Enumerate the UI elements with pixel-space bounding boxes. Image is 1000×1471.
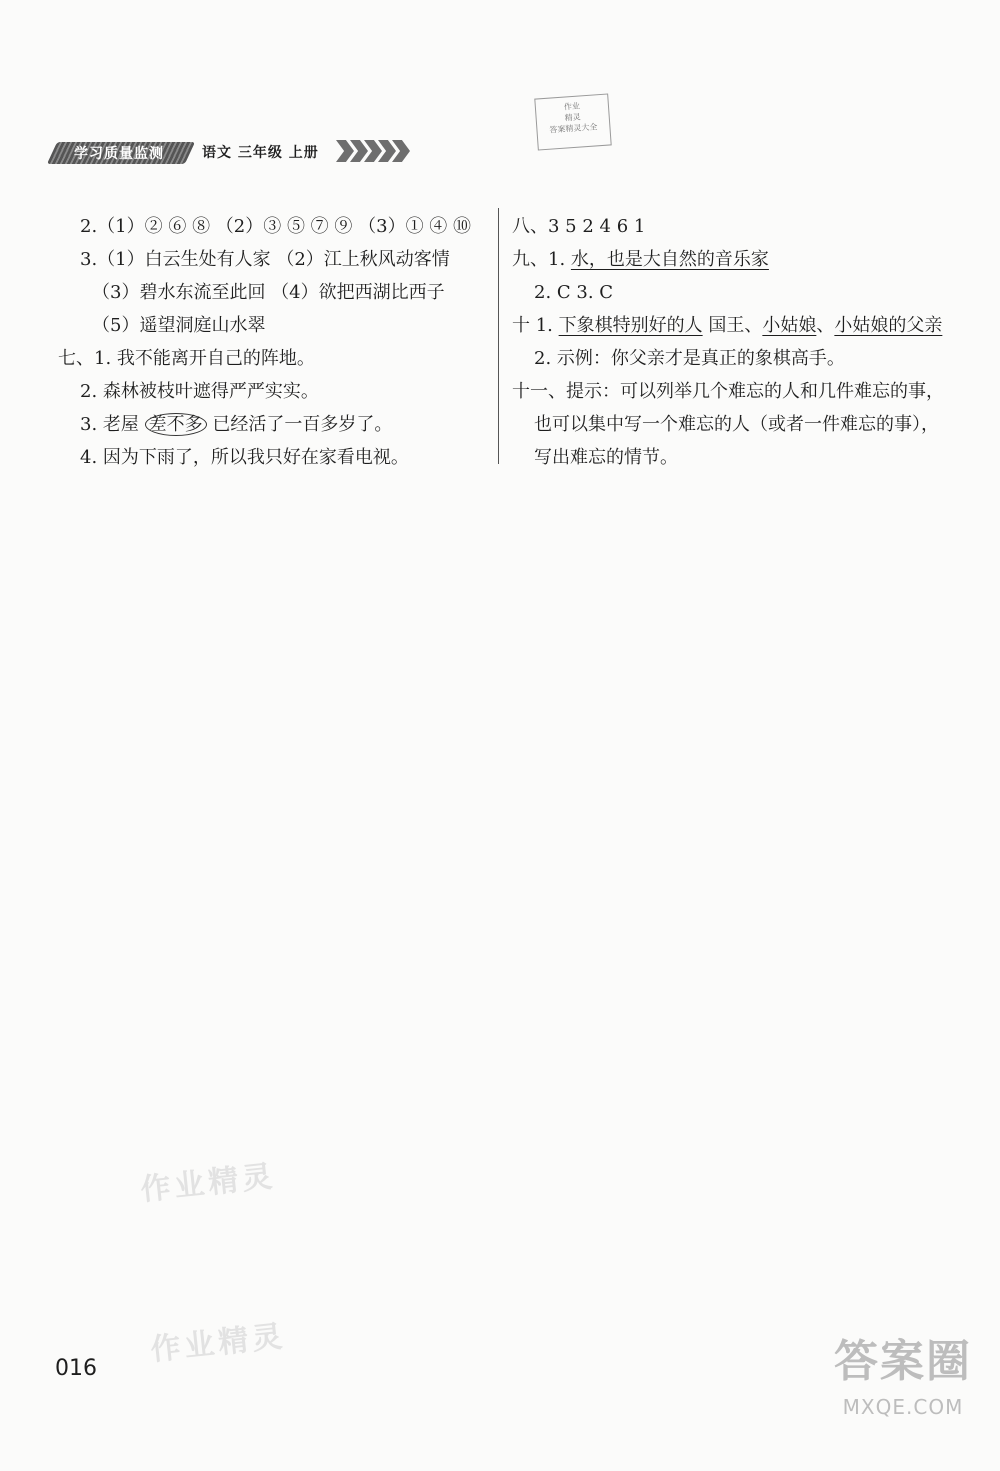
answers-right-column <box>512 210 962 474</box>
answer-line: 2. 森林被枝叶遮得严严实实。 <box>80 381 319 402</box>
header-volume: 上册 <box>288 145 319 161</box>
page-number: 016 <box>55 1356 97 1381</box>
underlined-answer: 水，也是大自然的音乐家 <box>570 249 769 270</box>
answer-line: 九、1. 水，也是大自然的音乐家 <box>512 249 769 270</box>
answer-line: 3.（1）白云生处有人家 （2）江上秋风动客情 <box>80 249 450 270</box>
site-logo: 答案圈 MXQE.COM <box>834 1336 972 1419</box>
answer-line: 2. C 3. C <box>534 282 614 303</box>
watermark: 作业精灵 <box>138 1158 278 1208</box>
circled-word: 差不多 <box>145 413 207 436</box>
answer-line: 十 1. 下象棋特别好的人 国王、小姑娘、小姑娘的父亲 <box>512 315 943 336</box>
answer-line: 3. 老屋 差不多 已经活了一百多岁了。 <box>80 414 393 435</box>
answer-line: （3）碧水东流至此回 （4）欲把西湖比西子 <box>92 282 445 303</box>
underlined-answer: 小姑娘的父亲 <box>834 315 943 336</box>
chevron-arrows-icon <box>340 140 410 162</box>
answer-line: 也可以集中写一个难忘的人（或者一件难忘的事）， <box>534 414 939 435</box>
underlined-answer: 小姑娘 <box>762 315 817 336</box>
answer-line: 4. 因为下雨了，所以我只好在家看电视。 <box>80 447 409 468</box>
page-header <box>52 136 412 170</box>
answer-line: 七、1. 我不能离开自己的阵地。 <box>58 348 315 369</box>
header-subject-info <box>202 142 319 162</box>
watermark: 作业精灵 <box>148 1318 288 1368</box>
stamp-logo: 作业 精灵 答案精灵大全 <box>534 93 611 150</box>
answer-line: 写出难忘的情节。 <box>534 447 678 468</box>
answer-line: 2.（1）② ⑥ ⑧ （2）③ ⑤ ⑦ ⑨ （3）① ④ ⑩ <box>80 216 472 237</box>
column-divider <box>498 208 499 464</box>
answer-line: （5）遥望洞庭山水翠 <box>92 315 266 336</box>
header-banner-title: 学习质量监测 <box>74 146 164 162</box>
answer-line: 十一、提示：可以列举几个难忘的人和几件难忘的事， <box>512 381 944 402</box>
answer-line: 2. 示例：你父亲才是真正的象棋高手。 <box>534 348 845 369</box>
answer-line: 八、3 5 2 4 6 1 <box>512 216 646 237</box>
header-subject: 语文 <box>202 145 232 161</box>
underlined-answer: 下象棋特别好的人 <box>558 315 703 336</box>
answers-left-column <box>58 210 494 474</box>
header-grade: 三年级 <box>237 145 283 161</box>
